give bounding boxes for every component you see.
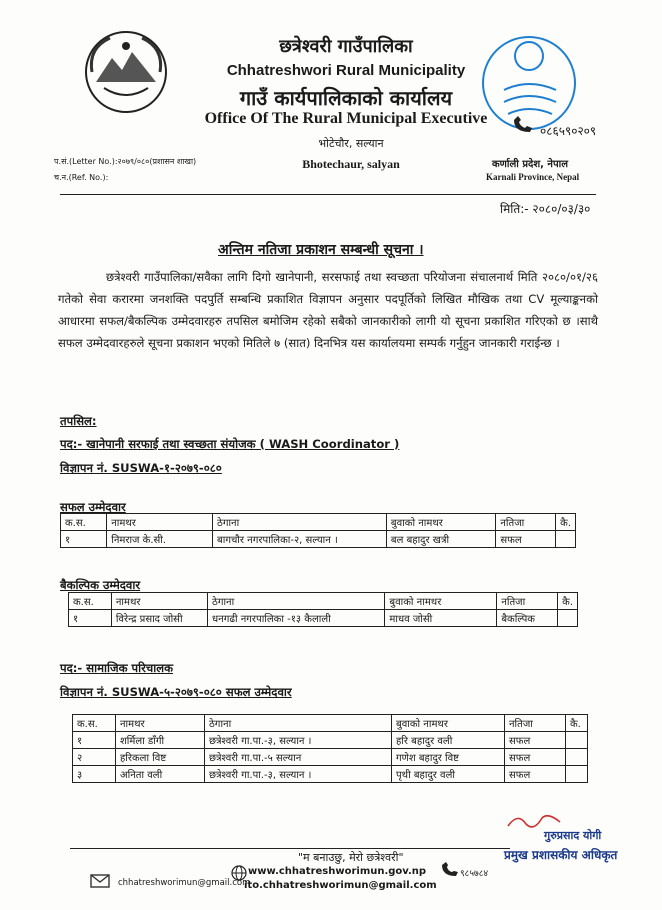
cell-address: छत्रेश्वरी गा.पा.-५ सल्यान: [205, 749, 392, 766]
alternate-table: [68, 592, 578, 627]
cell-address: बागचौर नगरपालिका-२, सल्यान ।: [213, 531, 387, 548]
cell-sn: १: [69, 610, 112, 627]
col-address: ठेगाना: [208, 593, 385, 610]
col-remarks: कै.: [566, 715, 588, 732]
ad1-number: विज्ञापन नं. SUSWA-१-२०७९-०८०: [60, 461, 222, 475]
post1-title: पद:- खानेपानी सरफाई तथा स्वच्छता संयोजक ( WASH Coordinator ): [60, 437, 400, 451]
col-father: बुवाको नामथर: [392, 715, 505, 732]
notice-date: मिति:- २०८०/०३/३०: [500, 202, 591, 216]
table-header-row: [73, 715, 588, 732]
success-label: सफल उम्मेदवार: [60, 500, 126, 514]
social-mobilizer-table: [72, 714, 588, 783]
cell-father: हरि बहादुर वली: [392, 732, 505, 749]
col-sn: क.स.: [69, 593, 112, 610]
cell-name: विरेन्द्र प्रसाद जोसी: [111, 610, 207, 627]
alternate-label: बैकल्पिक उम्मेदवार: [60, 578, 141, 592]
table-row: [73, 749, 588, 766]
place-ne: भोटेचौर, सल्यान: [318, 137, 384, 150]
cell-remarks: [566, 749, 588, 766]
cell-result: बैकल्पिक: [497, 610, 558, 627]
col-name: नामथर: [111, 593, 207, 610]
table-row: [73, 732, 588, 749]
cell-address: छत्रेश्वरी गा.पा.-३, सल्यान ।: [205, 732, 392, 749]
success-table: [60, 513, 576, 548]
website: www.chhatreshworimun.gov.np: [248, 866, 427, 877]
office-phone: ०८६५९०२०९: [540, 124, 597, 138]
notice-title: अन्तिम नतिजा प्रकाशन सम्बन्धी सूचना ।: [218, 242, 424, 258]
mail-icon: [90, 874, 110, 888]
col-result: नतिजा: [505, 715, 566, 732]
col-remarks: कै.: [558, 593, 578, 610]
phone-icon: [512, 116, 534, 134]
cell-remarks: [566, 732, 588, 749]
email-primary: chhatreshworimun@gmail.com: [118, 878, 251, 888]
cell-father: बल बहादुर खत्री: [386, 531, 495, 548]
table-row: [61, 531, 576, 548]
officer-title: प्रमुख प्रशासकीय अधिकृत: [504, 848, 618, 862]
header-divider: [60, 194, 596, 195]
cell-name: अनिता वली: [116, 766, 205, 783]
cell-sn: १: [73, 732, 116, 749]
details-label: तपसिल:: [60, 414, 97, 428]
col-name: नामथर: [107, 514, 213, 531]
col-remarks: कै.: [556, 514, 576, 531]
col-result: नतिजा: [496, 514, 556, 531]
table-header-row: [61, 514, 576, 531]
col-sn: क.स.: [73, 715, 116, 732]
ad2-number: विज्ञापन नं. SUSWA-५-२०७९-०८० सफल उम्मेदवार: [60, 685, 292, 699]
place-en: Bhotechaur, salyan: [302, 157, 400, 171]
cell-sn: ३: [73, 766, 116, 783]
province-ne: कर्णाली प्रदेश, नेपाल: [492, 159, 569, 170]
cell-result: सफल: [505, 732, 566, 749]
cell-result: सफल: [505, 749, 566, 766]
slogan: "म बनाउछु, मेरो छत्रेश्वरी": [298, 851, 404, 864]
province-en: Karnali Province, Nepal: [486, 172, 580, 182]
cell-name: निमराज के.सी.: [107, 531, 213, 548]
office-name-en: Office Of The Rural Municipal Executive: [204, 110, 488, 127]
cell-father: पृथी बहादुर वली: [392, 766, 505, 783]
reference-number: च.न.(Ref. No.):: [54, 173, 109, 182]
mobile-number: ९८५७८४: [460, 869, 489, 879]
col-address: ठेगाना: [205, 715, 392, 732]
cell-result: सफल: [496, 531, 556, 548]
col-father: बुवाको नामथर: [386, 514, 495, 531]
office-name-ne: गाउँ कार्यपालिकाको कार्यालय: [239, 86, 453, 110]
cell-father: माधव जोसी: [385, 610, 497, 627]
table-row: [73, 766, 588, 783]
cell-sn: १: [61, 531, 107, 548]
table-row: [69, 610, 578, 627]
table-header-row: [69, 593, 578, 610]
cell-address: धनगढी नगरपालिका -१३ कैलाली: [208, 610, 385, 627]
col-result: नतिजा: [497, 593, 558, 610]
col-name: नामथर: [116, 715, 205, 732]
cell-name: हरिकला विष्ट: [116, 749, 205, 766]
letter-number: प.सं.(Letter No.):२०७९/०८०(प्रशासन शाखा): [54, 157, 197, 166]
phone-icon: [440, 862, 460, 878]
municipality-name-en: Chhatreshwori Rural Municipality: [226, 62, 466, 79]
cell-remarks: [556, 531, 576, 548]
cell-sn: २: [73, 749, 116, 766]
globe-icon: [231, 865, 247, 881]
col-father: बुवाको नामथर: [385, 593, 497, 610]
notice-body: छत्रेश्वरी गाउँपालिका/सवैका लागि दिगो खानेपानी, सरसफाई तथा स्वच्छता परियोजना संचालनार्थ मिति २०८०/०१/२६ गतेको सेवा करारमा जनशक्ति पदपुर्ति सम्बन्धि प्रकाशित विज्ञापन अनुसार पदपूर्तिको लिखित मौखिक तथा CV मूल्याङ्कनको आधारमा सफल/बैकल्पिक उम्मेदवारहरु तपसिल बमोजिम रहेको सबैको जानकारीको लागी यो सूचना प्रकाशित गरिएको छ ।साथै सफल उम्मेदवारहरुले सूचना प्रकाशन भएको मितिले ७ (सात) दिनभित्र यस कार्यालयमा सम्पर्क गर्नुहुन जानकारी गराईन्छ ।: [58, 270, 598, 350]
cell-result: सफल: [505, 766, 566, 783]
footer-divider: [70, 848, 510, 849]
email-secondary: ito.chhatreshworimun@gmail.com: [244, 880, 437, 891]
cell-remarks: [566, 766, 588, 783]
col-sn: क.स.: [61, 514, 107, 531]
cell-address: छत्रेश्वरी गा.पा.-३, सल्यान ।: [205, 766, 392, 783]
cell-remarks: [558, 610, 578, 627]
cell-father: गणेश बहादुर विष्ट: [392, 749, 505, 766]
col-address: ठेगाना: [213, 514, 387, 531]
officer-name: गुरुप्रसाद योगी: [544, 829, 602, 842]
post2-title: पद:- सामाजिक परिचालक: [60, 661, 174, 675]
municipality-name-ne: छत्रेश्वरी गाउँपालिका: [279, 36, 413, 57]
cell-name: शर्मिला डाँगी: [116, 732, 205, 749]
